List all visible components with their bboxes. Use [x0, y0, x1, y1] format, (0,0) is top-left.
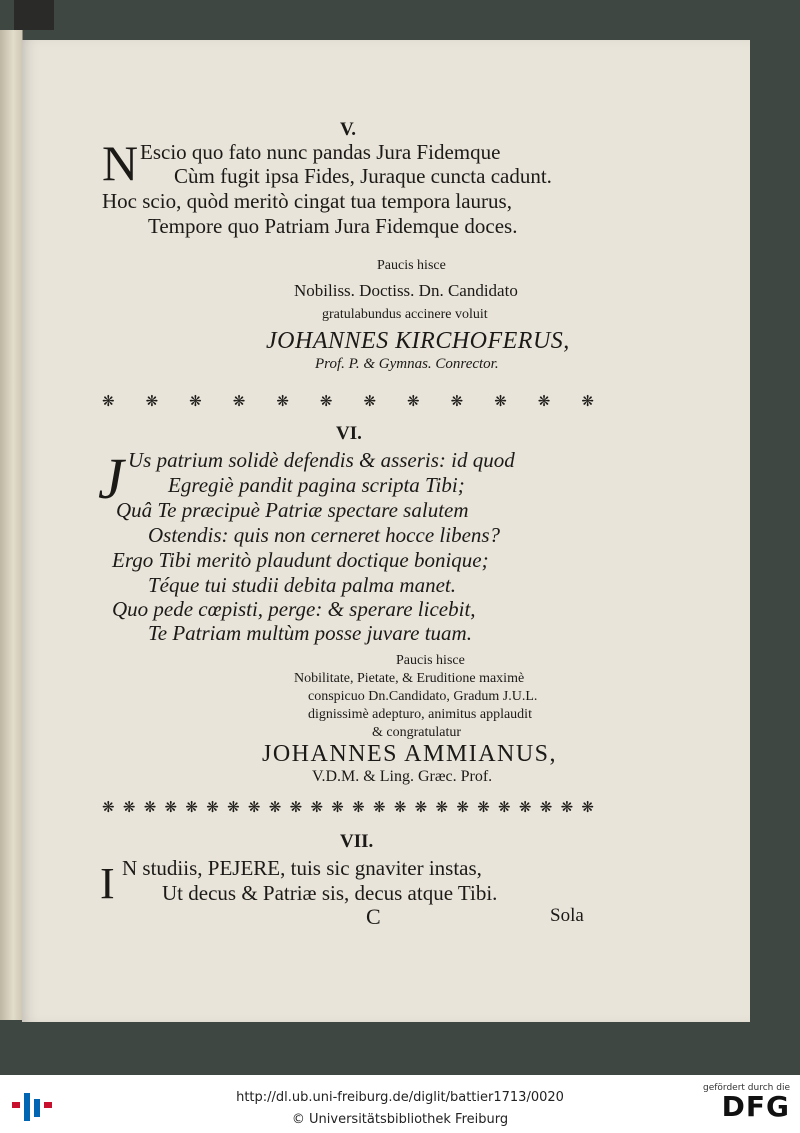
viewer-footer — [0, 1075, 800, 1133]
book-page — [22, 40, 750, 1022]
ornament-glyph-icon: ❋ — [102, 392, 115, 410]
dedication-line: conspicuo Dn.Candidato, Gradum J.U.L. — [308, 689, 538, 704]
permalink-link[interactable]: http://dl.ub.uni-freiburg.de/diglit/battier1713/0020 — [236, 1090, 564, 1105]
signature-mark: C — [366, 904, 381, 929]
ornament-glyph-icon: ❋ — [393, 798, 407, 816]
ornament-glyph-icon: ❋ — [435, 798, 449, 816]
drop-cap: N — [102, 135, 139, 191]
verse-line: Cùm fugit ipsa Fides, Juraque cuncta cadunt. — [174, 164, 552, 188]
dfg-wordmark: DFG — [721, 1090, 790, 1123]
ornament-glyph-icon: ❋ — [363, 392, 377, 410]
poem-number: V. — [340, 119, 357, 140]
poem-number: VI. — [336, 423, 362, 444]
poem-number: VII. — [340, 831, 374, 852]
dedication-line: & congratulatur — [372, 725, 462, 740]
ornament-glyph-icon: ❋ — [537, 392, 551, 410]
verse-line: Ut decus & Patriæ sis, decus atque Tibi. — [162, 881, 498, 905]
ornament-glyph-icon: ❋ — [268, 798, 282, 816]
verse-line: Quo pede cœpisti, perge: & sperare licebit, — [112, 597, 476, 621]
verse-line: Quâ Te præcipuè Patriæ spectare salutem — [116, 498, 469, 522]
drop-cap: J — [98, 446, 124, 511]
verse-line: Us patrium solidè defendis & asseris: id quod — [128, 448, 515, 472]
verse-line: Escio quo fato nunc pandas Jura Fidemque — [140, 140, 501, 164]
verse-line: Tempore quo Patriam Jura Fidemque doces. — [148, 214, 518, 238]
verse-line: N studiis, PEJERE, tuis sic gnaviter instas, — [122, 856, 482, 880]
dedication-line: Paucis hisce — [396, 653, 465, 668]
ornament-glyph-icon: ❋ — [247, 798, 261, 816]
ornament-glyph-icon: ❋ — [232, 392, 246, 410]
dfg-logo — [700, 1083, 790, 1127]
ornament-glyph-icon: ❋ — [143, 798, 157, 816]
copyright-notice: © Universitätsbibliothek Freiburg — [291, 1112, 509, 1127]
ornament-glyph-icon: ❋ — [164, 798, 178, 816]
verse-line: Ergo Tibi meritò plaudunt doctique bonique; — [112, 548, 489, 572]
verse-line: Téque tui studii debita palma manet. — [148, 573, 456, 597]
dedication-line: dignissimè adepturo, animitus applaudit — [308, 707, 532, 722]
ornament-glyph-icon: ❋ — [477, 798, 490, 816]
ornament-glyph-icon: ❋ — [581, 798, 594, 816]
ornament-glyph-icon: ❋ — [185, 798, 198, 816]
ornament-glyph-icon: ❋ — [310, 798, 324, 816]
catchword: Sola — [550, 905, 584, 926]
ornament-glyph-icon: ❋ — [518, 798, 532, 816]
ornament-glyph-icon: ❋ — [494, 392, 507, 410]
ornament-glyph-icon: ❋ — [206, 798, 219, 816]
ornament-glyph-icon: ❋ — [331, 798, 344, 816]
book-spine — [14, 0, 54, 30]
ornament-glyph-icon: ❋ — [414, 798, 428, 816]
ornament-glyph-icon: ❋ — [189, 392, 202, 410]
verse-line: Hoc scio, quòd meritò cingat tua tempora laurus, — [102, 189, 512, 213]
ornament-glyph-icon: ❋ — [456, 798, 469, 816]
ornament-glyph-icon: ❋ — [289, 798, 303, 816]
ornament-glyph-icon: ❋ — [407, 392, 420, 410]
dedication-line: Nobilitate, Pietate, & Eruditione maximè — [294, 671, 525, 686]
ornament-glyph-icon: ❋ — [539, 798, 553, 816]
ornament-glyph-icon: ❋ — [276, 392, 289, 410]
verse-line: Ostendis: quis non cerneret hocce libens? — [148, 523, 501, 547]
ornament-glyph-icon: ❋ — [581, 392, 594, 410]
ornament-glyph-icon: ❋ — [352, 798, 365, 816]
verse-line: Egregiè pandit pagina scripta Tibi; — [168, 473, 465, 497]
dedication-line: Paucis hisce — [377, 258, 446, 273]
ornament-glyph-icon: ❋ — [372, 798, 386, 816]
drop-cap: I — [100, 859, 115, 908]
left-page-edge — [0, 30, 23, 1020]
ornament-glyph-icon: ❋ — [145, 392, 159, 410]
author-name: JOHANNES AMMIANUS, — [262, 741, 558, 767]
ornament-glyph-icon: ❋ — [560, 798, 574, 816]
ornament-border — [102, 392, 594, 410]
author-name: JOHANNES KIRCHOFERUS, — [266, 328, 570, 354]
author-title: V.D.M. & Ling. Græc. Prof. — [312, 768, 493, 785]
dfg-caption: gefördert durch die — [703, 1083, 790, 1093]
dedication-line: Nobiliss. Doctiss. Dn. Candidato — [294, 281, 518, 300]
ornament-glyph-icon: ❋ — [450, 392, 464, 410]
ornament-border — [102, 798, 594, 816]
ornament-glyph-icon: ❋ — [498, 798, 511, 816]
ornament-glyph-icon: ❋ — [227, 798, 240, 816]
author-title: Prof. P. & Gymnas. Conrector. — [315, 356, 499, 372]
dedication-line: gratulabundus accinere voluit — [322, 307, 488, 322]
verse-line: Te Patriam multùm posse juvare tuam. — [148, 621, 472, 645]
ornament-glyph-icon: ❋ — [319, 392, 333, 410]
ornament-glyph-icon: ❋ — [122, 798, 136, 816]
ornament-glyph-icon: ❋ — [102, 798, 115, 816]
